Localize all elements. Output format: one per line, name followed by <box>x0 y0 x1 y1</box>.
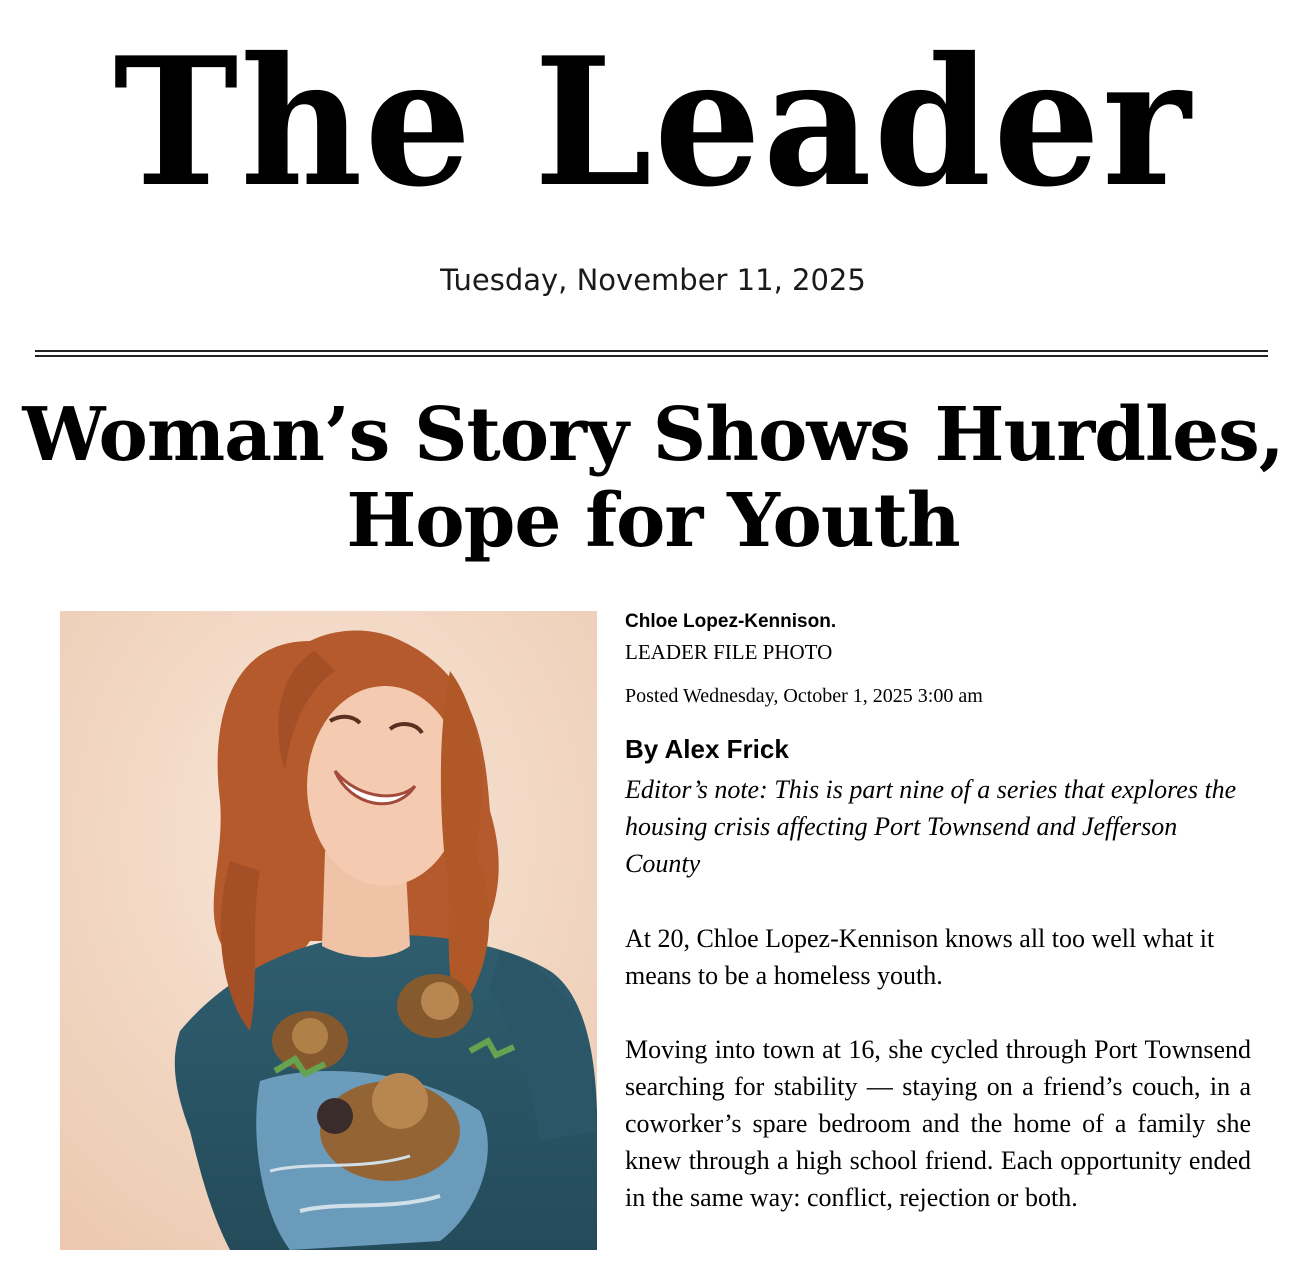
article-paragraph: At 20, Chloe Lopez-Kennison knows all too well what it means to be a homeless youth. <box>625 924 1215 990</box>
issue-date: Tuesday, November 11, 2025 <box>440 263 866 297</box>
posted-timestamp: Posted Wednesday, October 1, 2025 3:00 am <box>625 685 983 707</box>
article-headline: Woman’s Story Shows Hurdles, Hope for Youth <box>22 392 1284 564</box>
masthead-divider-bottom <box>35 355 1268 357</box>
article-photo <box>60 611 597 1250</box>
editors-note: Editor’s note: This is part nine of a series that explores the housing crisis affecting Port Townsend and Jefferson County <box>625 775 1237 878</box>
portrait-illustration <box>60 611 597 1250</box>
newspaper-masthead: The Leader <box>113 18 1193 226</box>
article-paragraph: Moving into town at 16, she cycled through Port Townsend searching for stability — staying on a friend’s couch, in a coworker’s spare bedroom and the home of a family she knew through a high school friend. Each opportunity ended in the same way: conflict, rejection or both. <box>625 1035 1251 1212</box>
photo-credit: LEADER FILE PHOTO <box>625 640 833 664</box>
article-byline: By Alex Frick <box>625 734 789 764</box>
photo-caption-name: Chloe Lopez-Kennison. <box>625 611 837 632</box>
masthead-divider-top <box>35 350 1268 352</box>
